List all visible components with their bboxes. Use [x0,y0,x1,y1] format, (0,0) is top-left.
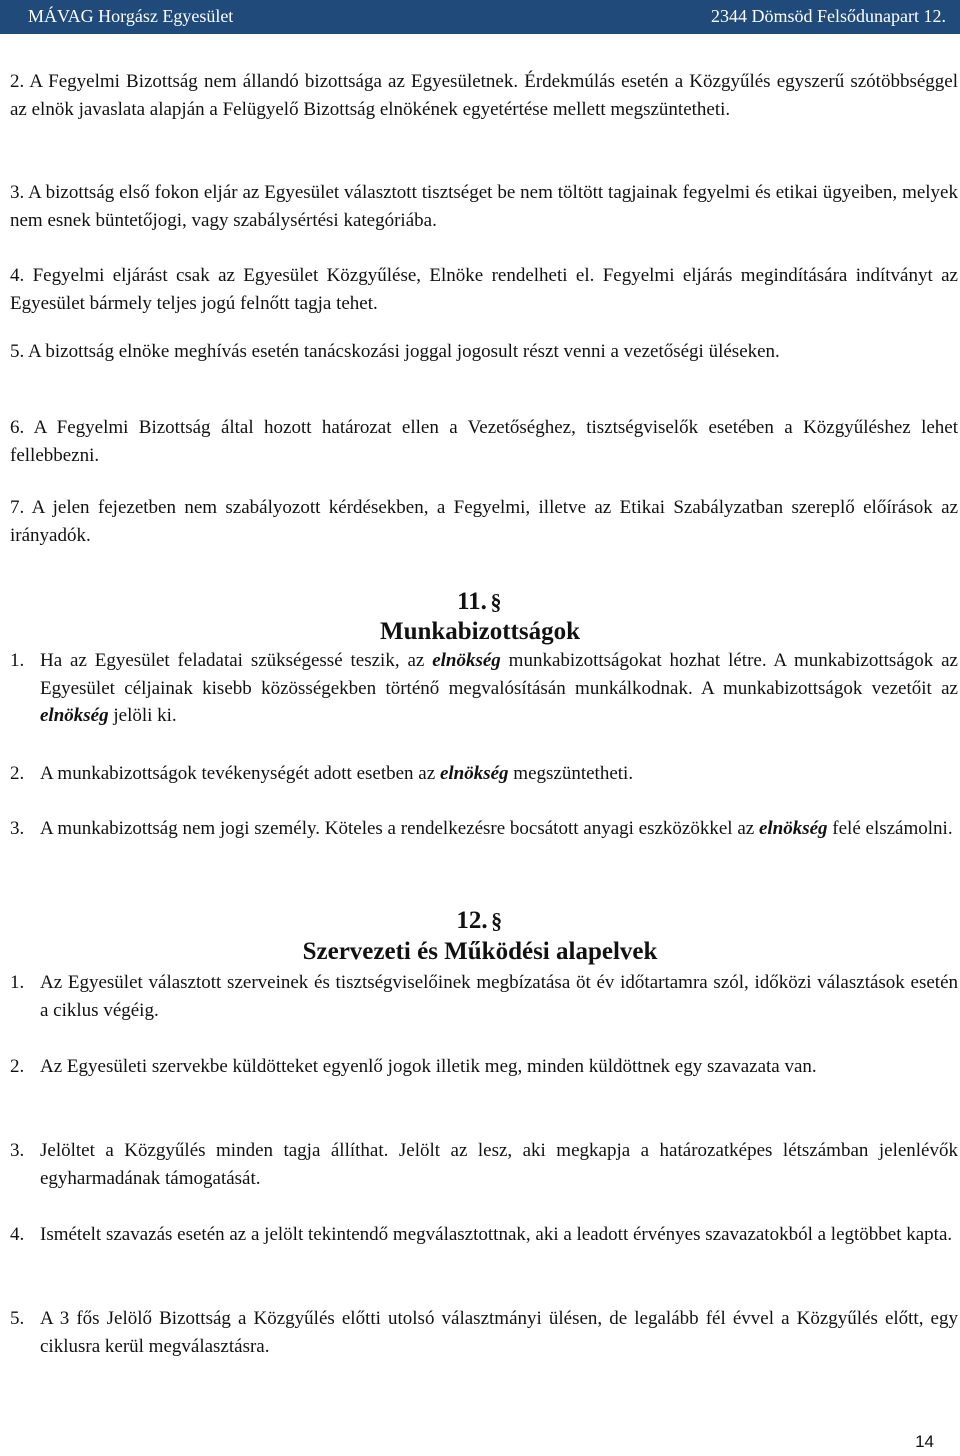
section-mark-icon: § [490,589,502,614]
list-number: 2. [10,1056,25,1077]
paragraph-item-3: 3. A bizottság első fokon eljár az Egyesület választott tisztséget be nem töltött tagjainak fegyelmi és etikai ügyeiben, melyek nem esnek büntetőjogi, vagy szabálysértési kategóriába. [10,182,958,231]
list-number: 2. [10,763,25,784]
list-number: 3. [10,818,25,839]
section-12-item-1: Az Egyesület választott szerveinek és tisztségviselőinek megbízatása öt év időtartamra szól, időközi választások esetén a ciklus végéig. [40,972,958,1021]
section-11-title: Munkabizottságok [379,618,581,645]
section-12-item-5: A 3 fős Jelölő Bizottság a Közgyűlés előtti utolsó választmányi ülésen, de legalább fél évvel a Közgyűlés előtt, egy ciklusra kerül megválasztásra. [40,1308,958,1357]
paragraph-item-6: 6. A Fegyelmi Bizottság által hozott határozat ellen a Vezetőséghez, tisztségviselők esetében a Közgyűléshez lehet fellebbezni. [10,417,958,466]
list-number: 3. [10,1140,25,1161]
page-header [0,0,960,34]
section-12-item-3: Jelöltet a Közgyűlés minden tagja állíthat. Jelölt az lesz, aki megkapja a határozatképes létszámban jelenlévők egyharmadának támogatását. [40,1140,958,1189]
header-organization: MÁVAG Horgász Egyesület [28,6,234,26]
header-address: 2344 Dömsöd Felsődunapart 12. [711,6,946,26]
section-11-number: 11. § [457,588,502,615]
paragraph-item-5: 5. A bizottság elnöke meghívás esetén tanácskozási joggal jogosult részt venni a vezetőségi üléseken. [10,341,780,362]
section-11-item-1: Ha az Egyesület feladatai szükségessé teszik, az elnökség munkabizottságokat hozhat létre. A munkabizottságok az Egyesület céljainak kisebb közösségekben történő megvalósításán munkálkodnak. A munkabizottságok vezetőit az elnökség jelöli ki. [40,650,958,726]
list-number: 5. [10,1308,25,1329]
list-number: 1. [10,972,25,993]
section-12-number: 12. § [456,907,503,934]
section-11-item-2: A munkabizottságok tevékenységét adott esetben az elnökség megszüntetheti. [40,763,634,784]
list-number: 1. [10,650,25,671]
page-number: 14 [915,1432,934,1451]
section-mark-icon: § [491,908,503,933]
section-11-item-3: A munkabizottság nem jogi személy. Köteles a rendelkezésre bocsátott anyagi eszközökkel az elnökség felé elszámolni. [40,818,953,839]
section-12-item-4: Ismételt szavazás esetén az a jelölt tekintendő megválasztottnak, aki a leadott érvényes szavazatokból a legtöbbet kapta. [40,1224,953,1245]
paragraph-item-4: 4. Fegyelmi eljárást csak az Egyesület Közgyűlése, Elnöke rendelheti el. Fegyelmi eljárás megindítására indítványt az Egyesület bármely teljes jogú felnőtt tagja tehet. [10,265,958,314]
paragraph-item-2: 2. A Fegyelmi Bizottság nem állandó bizottsága az Egyesületnek. Érdekmúlás esetén a Közgyűlés egyszerű szótöbbséggel az elnök javaslata alapján a Felügyelő Bizottság elnökének egyetértése mellett megszüntetheti. [10,71,958,120]
paragraph-item-7: 7. A jelen fejezetben nem szabályozott kérdésekben, a Fegyelmi, illetve az Etikai Szabályzatban szereplő előírások az irányadók. [10,497,958,546]
list-number: 4. [10,1224,25,1245]
section-12-title: Szervezeti és Működési alapelvek [302,938,658,965]
section-12-item-2: Az Egyesületi szervekbe küldötteket egyenlő jogok illetik meg, minden küldöttnek egy szavazata van. [40,1056,817,1077]
